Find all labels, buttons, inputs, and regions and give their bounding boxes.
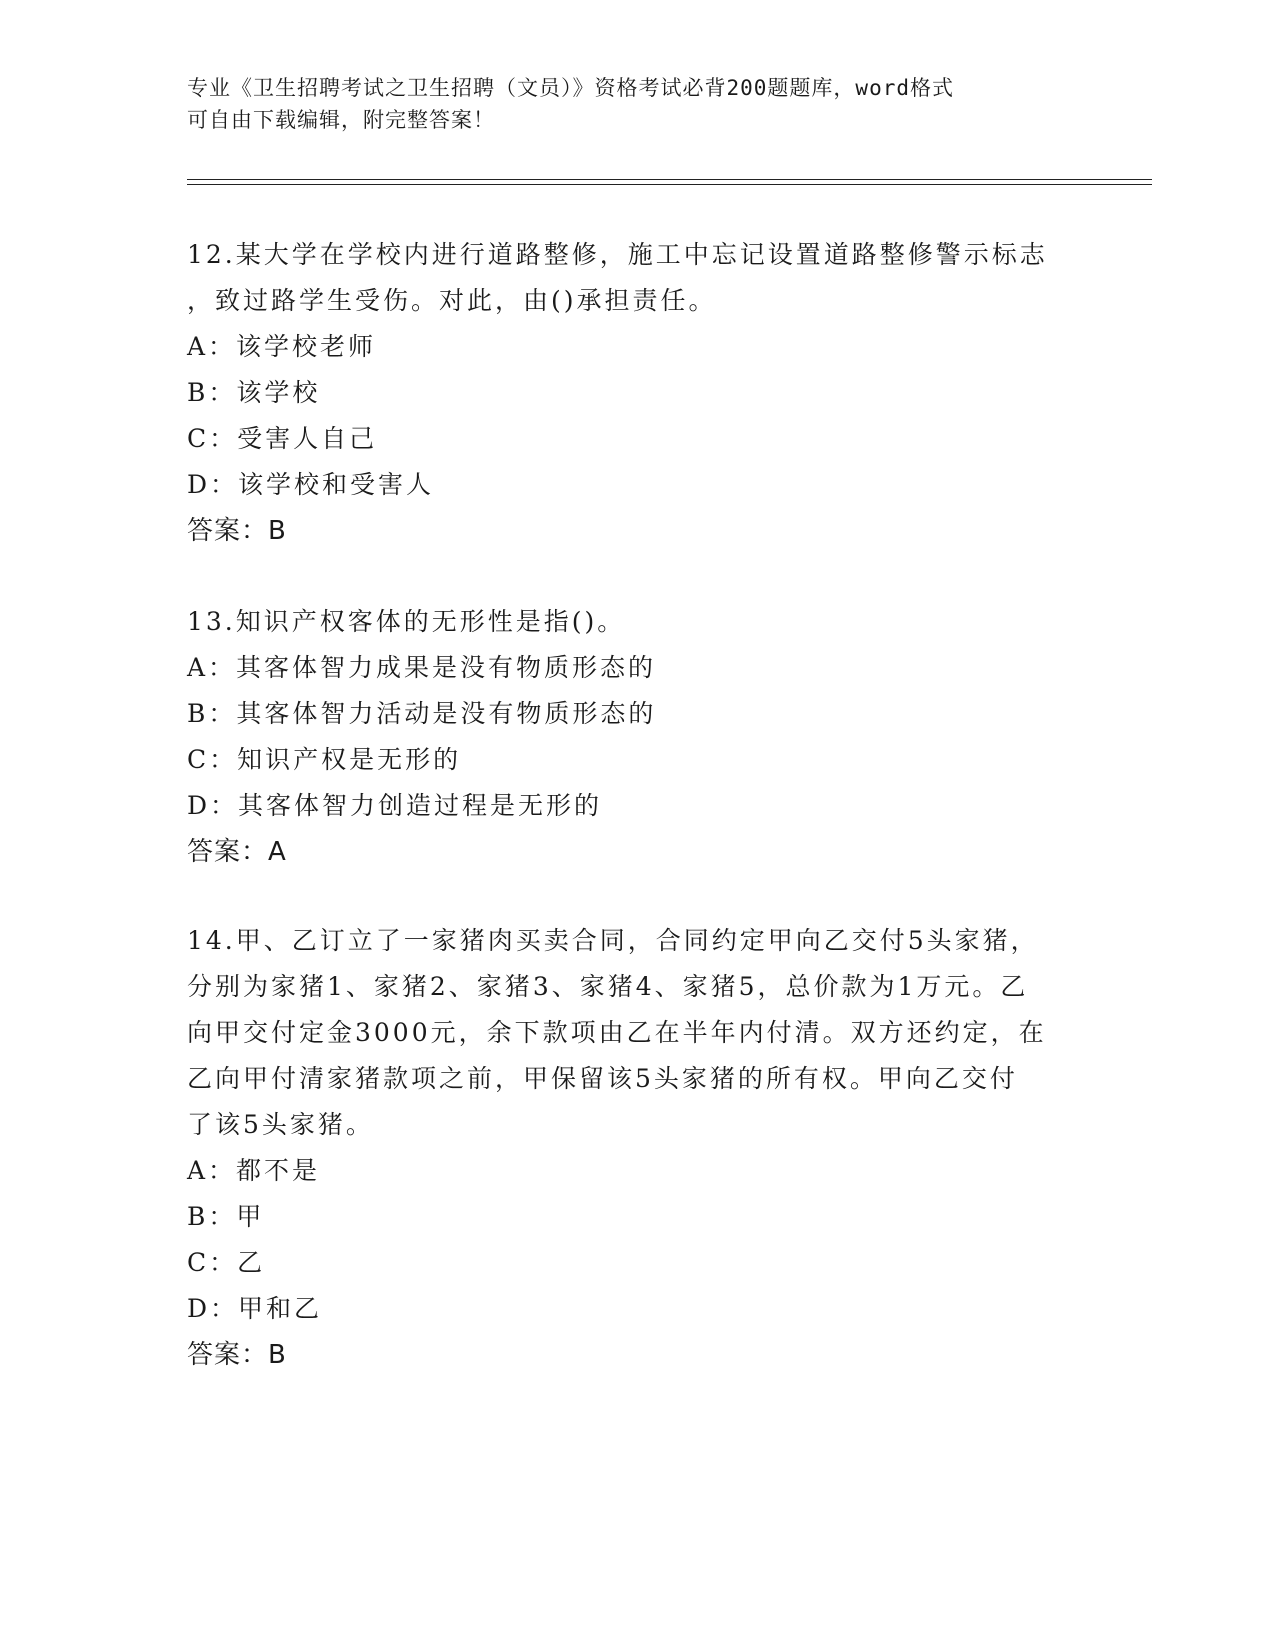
header-line-2: 可自由下载编辑，附完整答案！ [187,108,495,132]
question-text-line: 12.某大学在学校内进行道路整修，施工中忘记设置道路整修警示标志 [187,240,1048,269]
question-text-line: 14.甲、乙订立了一家猪肉买卖合同，合同约定甲向乙交付5头家猪， [187,926,1039,955]
answer: 答案：B [187,516,287,546]
option-c: C：知识产权是无形的 [187,745,462,774]
option-c: C：乙 [187,1248,266,1277]
option-d: D：甲和乙 [187,1294,323,1323]
question-text-line: ，致过路学生受伤。对此，由()承担责任。 [187,286,717,315]
option-b: B：其客体智力活动是没有物质形态的 [187,699,657,728]
question-text-line: 13.知识产权客体的无形性是指()。 [187,607,626,636]
question-text-line: 分别为家猪1、家猪2、家猪3、家猪4、家猪5，总价款为1万元。乙 [187,972,1029,1001]
question-text-line: 乙向甲付清家猪款项之前，甲保留该5头家猪的所有权。甲向乙交付 [187,1064,1018,1093]
answer: 答案：A [187,837,287,867]
question-13 [187,599,1087,875]
option-c: C：受害人自己 [187,424,378,453]
option-a: A：该学校老师 [187,332,377,361]
answer: 答案：B [187,1340,287,1370]
question-12 [187,232,1087,554]
question-text-line: 了该5头家猪。 [187,1110,374,1139]
option-a: A：其客体智力成果是没有物质形态的 [187,653,657,682]
question-14 [187,918,1087,1378]
document-header [187,72,1087,136]
option-d: D：其客体智力创造过程是无形的 [187,791,603,820]
option-b: B：甲 [187,1202,265,1231]
header-divider-top [187,179,1152,180]
option-d: D：该学校和受害人 [187,470,435,499]
option-a: A：都不是 [187,1156,321,1185]
option-b: B：该学校 [187,378,321,407]
header-line-1: 专业《卫生招聘考试之卫生招聘（文员）》资格考试必背200题题库，word格式 [187,76,954,100]
header-divider-bottom [187,184,1152,185]
question-text-line: 向甲交付定金3000元，余下款项由乙在半年内付清。双方还约定，在 [187,1018,1047,1047]
